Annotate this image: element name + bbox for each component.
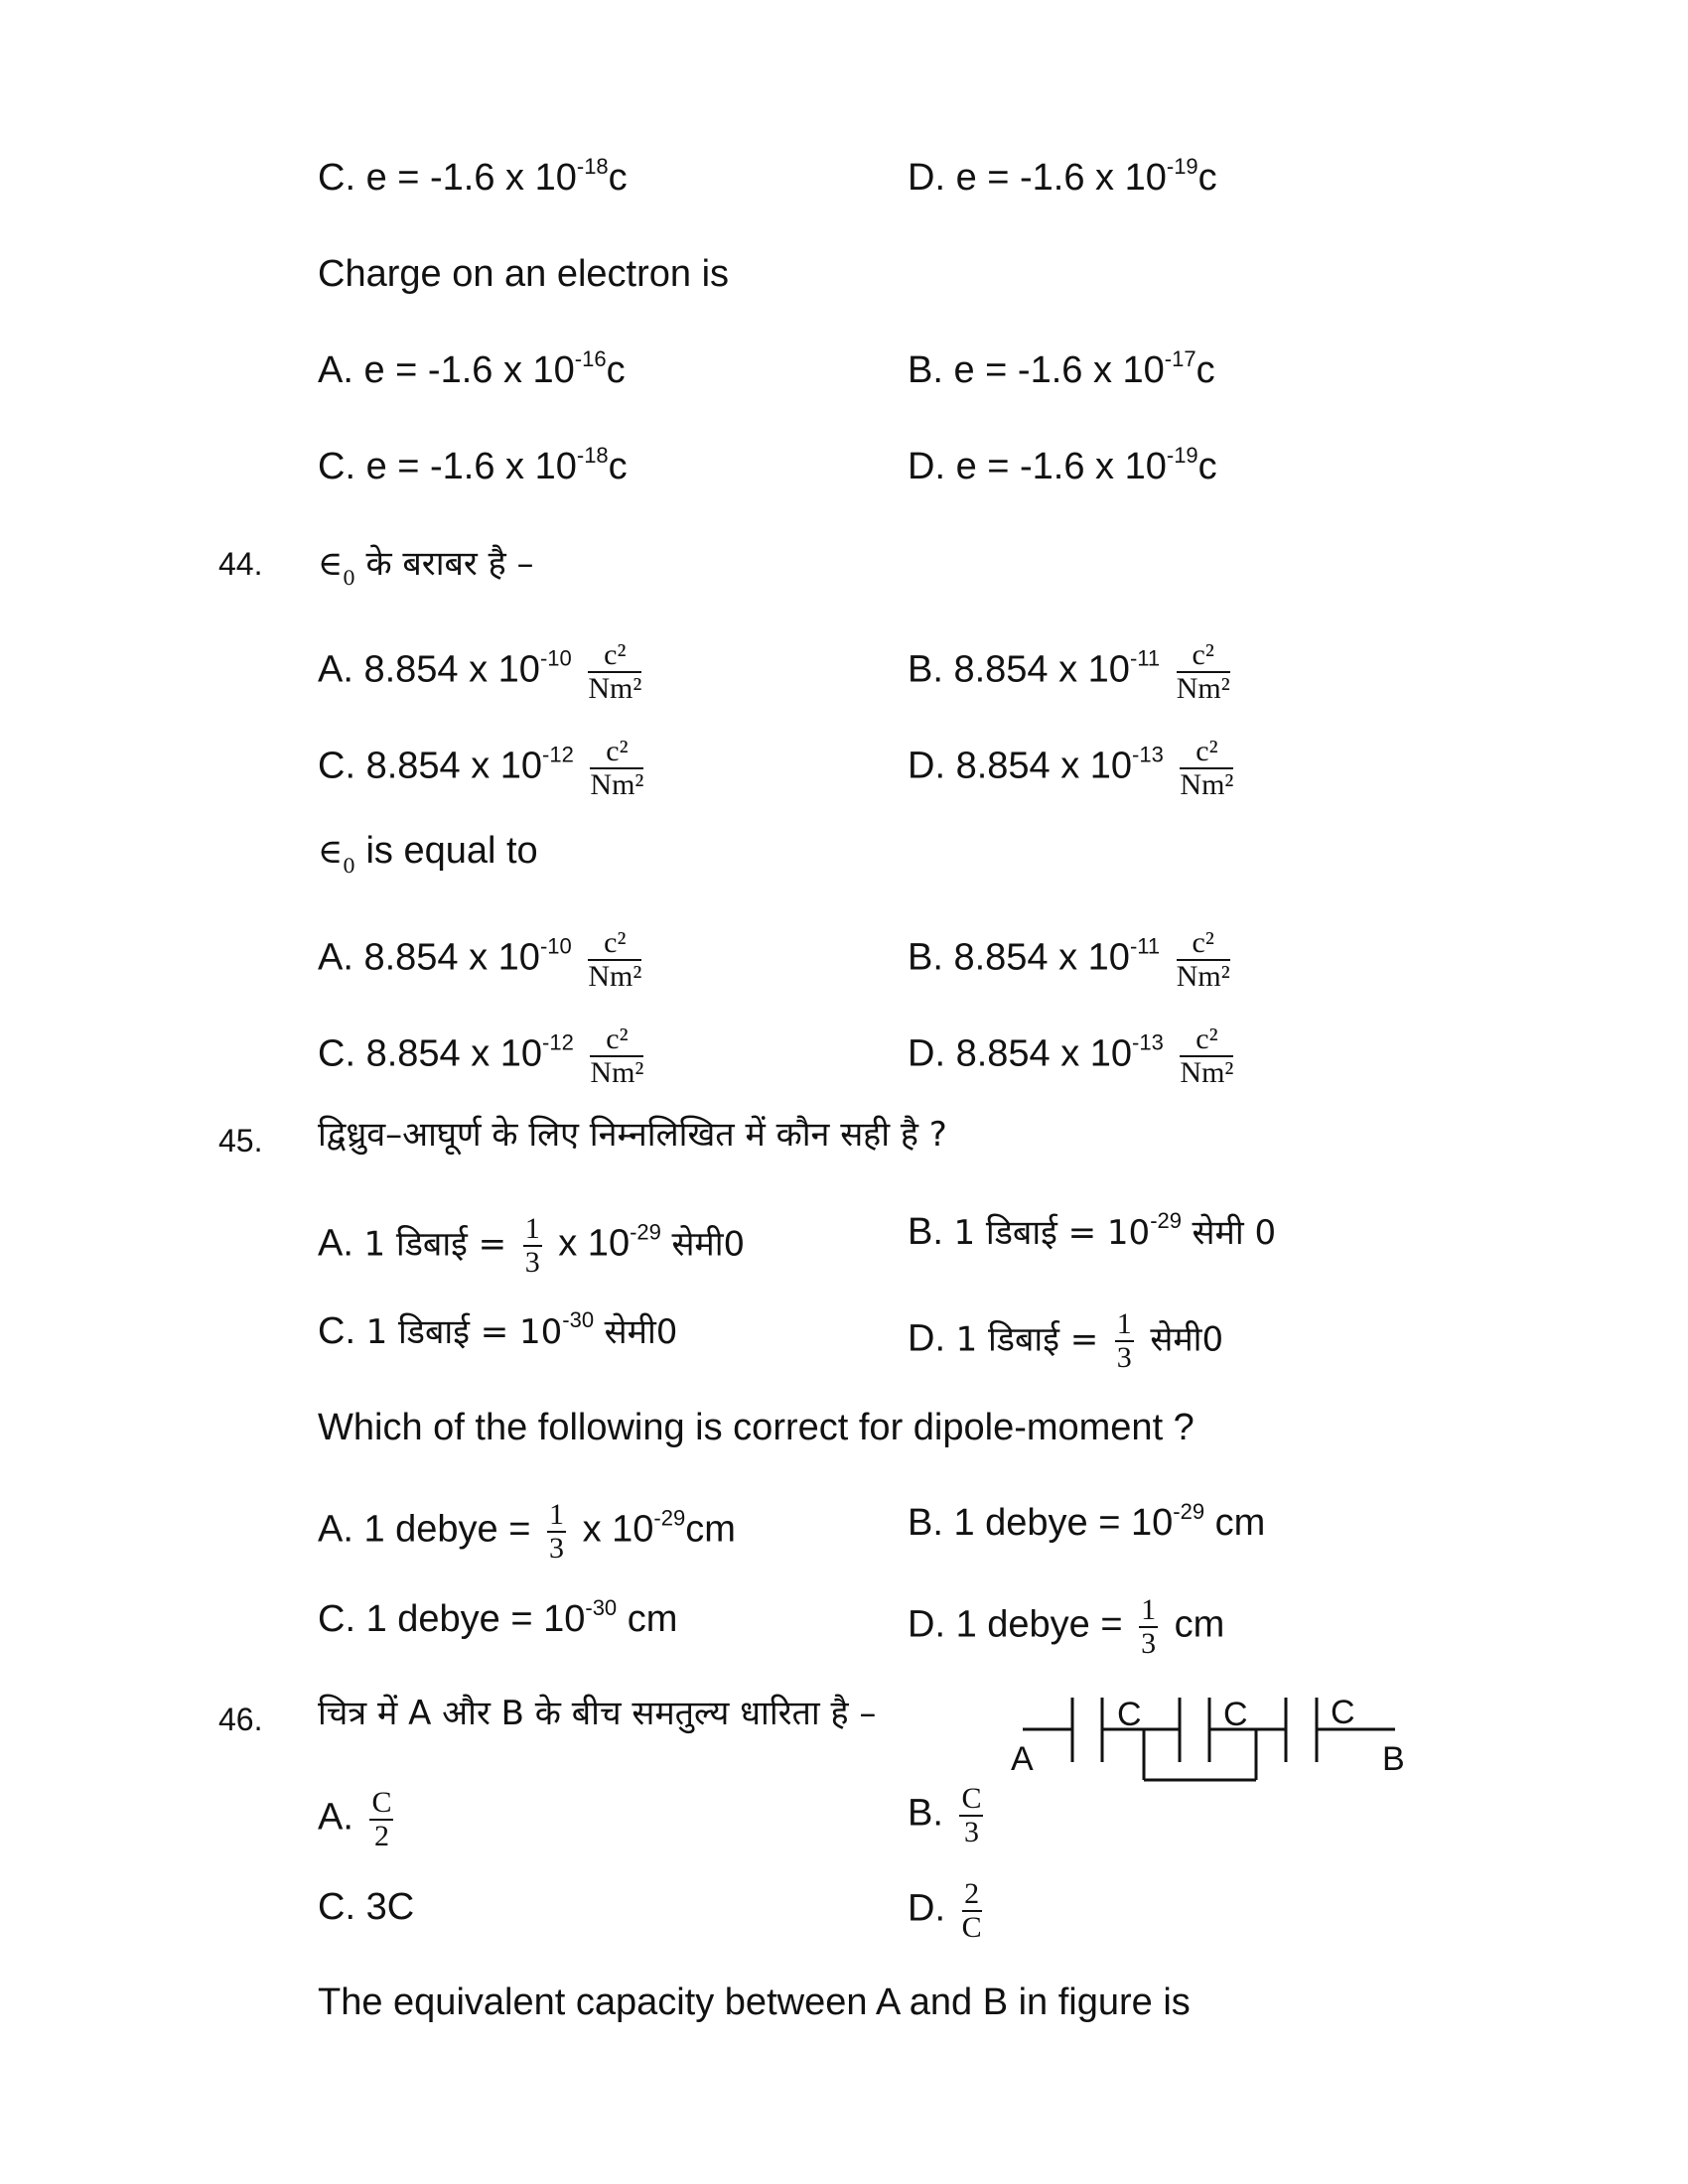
option-label: D. [908, 1317, 945, 1360]
fraction [962, 1878, 982, 1943]
question-text: is equal to [365, 830, 538, 872]
denominator: 3 [963, 1815, 979, 1848]
option-base: 8.854 x 10 [953, 936, 1130, 979]
q45-eng-option-c [318, 1595, 678, 1640]
denominator: Nm² [588, 671, 642, 705]
numerator: c² [1177, 639, 1230, 673]
option-label: A. [318, 936, 353, 979]
q44-english-question [318, 830, 538, 878]
denominator: C [961, 1910, 982, 1944]
option-base: 8.854 x 10 [365, 745, 543, 787]
option-base: 8.854 x 10 [953, 648, 1130, 691]
option-mid: x 10 [582, 1508, 654, 1551]
unit: cm [1174, 1603, 1225, 1646]
denominator: 3 [1141, 1626, 1157, 1660]
q43-eng-option-d [908, 443, 1217, 487]
denominator: 2 [373, 1819, 389, 1852]
q44-option-c [318, 736, 649, 800]
option-label: A. [318, 1508, 353, 1551]
unit: सेमी0 [671, 1224, 746, 1265]
q44-option-d [908, 736, 1239, 800]
unit-fraction [590, 1024, 643, 1088]
numerator: C [371, 1786, 392, 1819]
option-base: 8.854 x 10 [363, 648, 540, 691]
option-prefix: 1 डिबाई = [955, 1319, 1099, 1360]
exponent: -12 [542, 1029, 574, 1055]
exponent: -10 [539, 645, 572, 671]
unit: c [1196, 349, 1215, 391]
subscript: 0 [343, 854, 355, 878]
q46-hindi-question: चित्र में A और B के बीच समतुल्य धारिता है – [318, 1694, 877, 1733]
option-label: B. [908, 1502, 943, 1544]
q43-eng-option-b [908, 346, 1215, 391]
exponent: -29 [653, 1505, 686, 1531]
option-label: C. [318, 745, 355, 787]
option-prefix: 1 डिबाई = 10 [365, 1312, 563, 1352]
option-label: B. [908, 1211, 943, 1253]
option-label: D. [908, 1032, 945, 1075]
q45-eng-option-a [318, 1499, 736, 1564]
q45-hindi-question: द्विध्रुव–आघूर्ण के लिए निम्नलिखित में कौन सही है ? [318, 1115, 947, 1155]
denominator: 3 [524, 1245, 540, 1279]
option-label: C. [318, 1886, 355, 1928]
numerator: c² [1177, 927, 1230, 961]
exponent: -11 [1129, 933, 1161, 959]
denominator: Nm² [1180, 767, 1234, 801]
epsilon-symbol [318, 544, 355, 590]
exponent: -12 [542, 742, 574, 767]
unit: cm [1204, 1502, 1266, 1544]
terminal-b-label: B [1382, 1740, 1405, 1778]
option-base: e = -1.6 x 10 [363, 349, 575, 391]
denominator: Nm² [590, 767, 644, 801]
option-base: 8.854 x 10 [365, 1032, 543, 1075]
option-base: e = -1.6 x 10 [953, 349, 1165, 391]
option-prefix: 1 डिबाई = [363, 1224, 507, 1265]
numerator: c² [588, 639, 641, 673]
option-label: D. [908, 1603, 945, 1646]
fraction [369, 1787, 393, 1851]
q44-eng-option-d [908, 1024, 1239, 1088]
exponent: -19 [1166, 443, 1198, 468]
option-base: e = -1.6 x 10 [955, 446, 1167, 487]
option-base: 8.854 x 10 [363, 936, 540, 979]
option-label: B. [908, 936, 943, 979]
option-prefix: 1 debye = 10 [953, 1502, 1174, 1544]
option-label: C. [318, 1032, 355, 1075]
fraction [1139, 1594, 1158, 1659]
exponent: -19 [1166, 154, 1198, 179]
q46-option-b [908, 1783, 989, 1847]
capacitor-label-2: C [1223, 1696, 1248, 1733]
option-label: C. [318, 157, 355, 199]
q43-eng-option-a [318, 346, 626, 391]
denominator: Nm² [588, 959, 642, 993]
exponent: -13 [1132, 1029, 1164, 1055]
unit-fraction [1177, 639, 1230, 704]
q44-eng-option-c [318, 1024, 649, 1088]
capacitor-label-3: C [1331, 1694, 1355, 1731]
q45-hindi-option-a [318, 1213, 745, 1278]
question-number-45: 45. [218, 1123, 263, 1159]
numerator: c² [590, 1024, 643, 1057]
epsilon-symbol [318, 832, 355, 878]
unit-fraction [1180, 736, 1233, 800]
option-prefix: 1 debye = 10 [365, 1598, 586, 1640]
fraction [959, 1783, 983, 1847]
option-label: A. [318, 349, 353, 391]
option-label: D. [908, 745, 945, 787]
numerator: 1 [524, 1212, 540, 1245]
option-label: D. [908, 157, 945, 199]
q45-hindi-option-c [318, 1307, 678, 1352]
exponent: -10 [539, 933, 572, 959]
unit: सेमी0 [1150, 1319, 1224, 1360]
q45-hindi-option-d [908, 1308, 1223, 1373]
exponent: -18 [576, 443, 609, 468]
exponent: -29 [1150, 1208, 1182, 1233]
numerator: c² [1180, 736, 1233, 769]
question-number-44: 44. [218, 546, 263, 582]
option-label: A. [318, 1222, 353, 1265]
q45-eng-option-b [908, 1499, 1266, 1544]
option-label: C. [318, 446, 355, 487]
q46-english-question: The equivalent capacity between A and B in figure is [318, 1981, 1191, 2023]
q46-option-d [908, 1878, 988, 1943]
q44-option-b [908, 639, 1236, 704]
q43-english-question: Charge on an electron is [318, 253, 730, 295]
unit-fraction [1177, 927, 1230, 992]
option-base: e = -1.6 x 10 [955, 157, 1167, 199]
numerator: C [961, 1782, 982, 1815]
option-base: 8.854 x 10 [955, 1032, 1133, 1075]
option-label: B. [908, 648, 943, 691]
unit: सेमी 0 [1192, 1213, 1277, 1253]
unit-fraction [1180, 1024, 1233, 1088]
q44-eng-option-a [318, 927, 647, 992]
unit-fraction [588, 639, 641, 704]
q43-eng-option-c [318, 443, 628, 487]
unit: cm [617, 1598, 678, 1640]
capacitor-circuit-diagram [993, 1683, 1410, 1802]
q44-option-a [318, 639, 647, 704]
subscript: 0 [343, 566, 355, 590]
denominator: 3 [1116, 1340, 1132, 1374]
exponent: -16 [574, 346, 607, 371]
unit: c [1197, 446, 1217, 487]
question-text: के बराबर है – [365, 544, 534, 584]
option-base: 8.854 x 10 [955, 745, 1133, 787]
q45-english-question: Which of the following is correct for dipole-moment ? [318, 1407, 1195, 1448]
denominator: Nm² [590, 1055, 644, 1089]
numerator: c² [588, 927, 641, 961]
option-prefix: 1 debye = [955, 1603, 1123, 1646]
exponent: -30 [562, 1307, 595, 1332]
capacitor-label-1: C [1117, 1696, 1142, 1733]
unit-fraction [588, 927, 641, 992]
option-prefix: 1 डिबाई = 10 [953, 1213, 1151, 1253]
numerator: 2 [962, 1878, 982, 1912]
exponent: -17 [1164, 346, 1196, 371]
exponent: -29 [1173, 1499, 1205, 1524]
exponent: -18 [576, 154, 609, 179]
unit: c [608, 157, 628, 199]
fraction [1115, 1308, 1134, 1373]
option-label: C. [318, 1310, 355, 1352]
fraction [523, 1213, 542, 1278]
numerator: 1 [1141, 1593, 1157, 1626]
epsilon-glyph: ∈ [318, 832, 344, 872]
option-label: D. [908, 446, 945, 487]
q44-hindi-question [318, 544, 534, 590]
option-label: D. [908, 1887, 945, 1930]
option-value: 3C [365, 1886, 415, 1928]
unit: cm [685, 1508, 736, 1551]
q45-eng-option-d [908, 1594, 1224, 1659]
option-mid: x 10 [558, 1222, 631, 1265]
q46-option-c [318, 1888, 414, 1926]
option-label: C. [318, 1598, 355, 1640]
exponent: -11 [1129, 645, 1161, 671]
numerator: 1 [1116, 1307, 1132, 1340]
exponent: -29 [630, 1219, 661, 1245]
unit: c [606, 349, 626, 391]
denominator: Nm² [1176, 959, 1230, 993]
unit: c [1197, 157, 1217, 199]
option-base: e = -1.6 x 10 [365, 446, 577, 487]
option-label: B. [908, 349, 943, 391]
option-label: A. [318, 648, 353, 691]
option-base: e = -1.6 x 10 [365, 157, 577, 199]
numerator: c² [590, 736, 643, 769]
q43-option-d [908, 154, 1217, 199]
option-prefix: 1 debye = [363, 1508, 531, 1551]
unit: c [608, 446, 628, 487]
unit: सेमी0 [604, 1312, 678, 1352]
denominator: 3 [549, 1531, 565, 1565]
terminal-a-label: A [1011, 1740, 1034, 1778]
denominator: Nm² [1176, 671, 1230, 705]
fraction [547, 1499, 566, 1564]
option-label: A. [318, 1796, 353, 1839]
exponent: -30 [585, 1595, 618, 1620]
exponent: -13 [1132, 742, 1164, 767]
q44-eng-option-b [908, 927, 1236, 992]
numerator: 1 [549, 1498, 565, 1531]
question-number-46: 46. [218, 1702, 263, 1737]
q45-hindi-option-b [908, 1208, 1277, 1253]
epsilon-glyph: ∈ [318, 544, 344, 584]
numerator: c² [1180, 1024, 1233, 1057]
q43-option-c [318, 154, 628, 199]
option-label: B. [908, 1792, 943, 1835]
denominator: Nm² [1180, 1055, 1234, 1089]
unit-fraction [590, 736, 643, 800]
q46-option-a [318, 1787, 399, 1851]
